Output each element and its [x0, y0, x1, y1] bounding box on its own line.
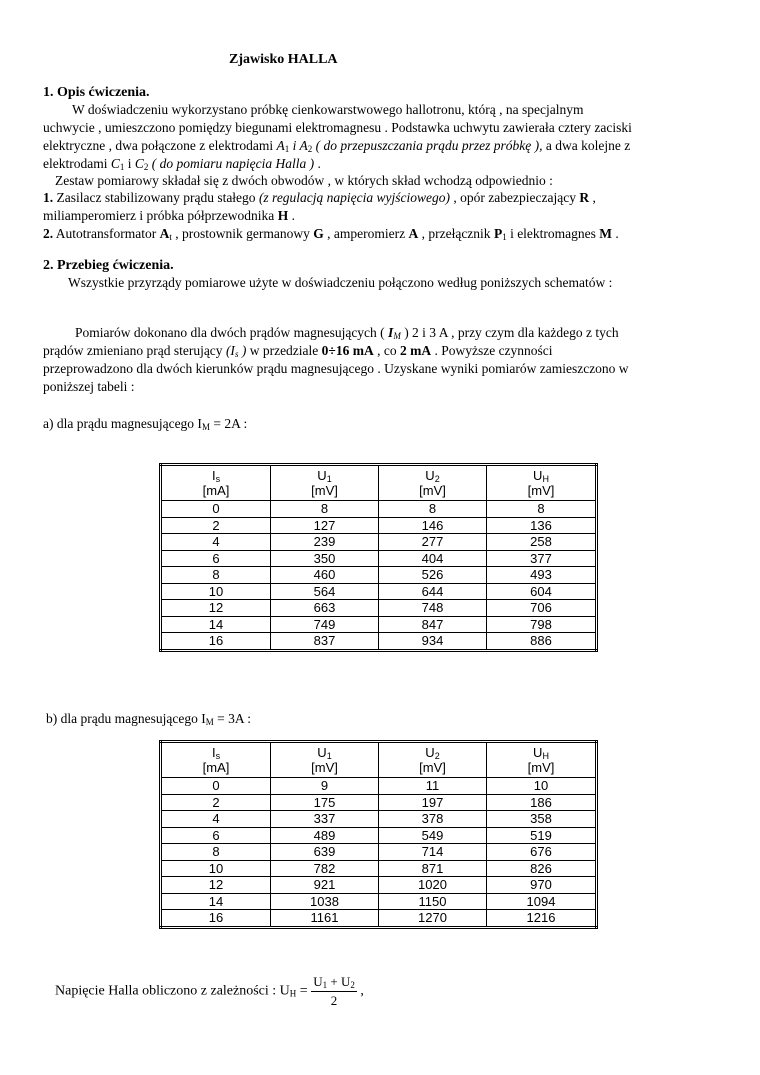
table-cell: 12	[161, 600, 271, 617]
table-cell: 136	[487, 517, 597, 534]
tableA-body	[161, 501, 597, 651]
section2-paragraph2-line4: poniższej tabeli :	[43, 379, 135, 394]
table-row	[161, 567, 597, 584]
tableB	[159, 740, 598, 929]
table-cell: 886	[487, 633, 597, 651]
table-cell: 748	[379, 600, 487, 617]
formula-fraction: $\frac{U_1 + U_2}{2}$	[313, 974, 355, 1008]
table-cell: 16	[161, 910, 271, 928]
table-cell: 798	[487, 616, 597, 633]
column-header: $I_s$ [mA]	[161, 742, 271, 778]
table-cell: 1270	[379, 910, 487, 928]
section1-paragraph1-line3: elektryczne , dwa połączone z elektrodami $A_1$ i $A_2$ ( do przepuszczania prądu przez próbkę ), a dwa kolejne z	[43, 138, 631, 154]
section2-paragraph2-line2: prądów zmieniano prąd sterujący ($I_s$ ) w przedziale 0÷16 mA , co 2 mA . Powyższe czynności	[43, 343, 553, 359]
table-cell: 127	[271, 517, 379, 534]
table-row	[161, 501, 597, 518]
table-header-row	[161, 742, 597, 778]
table-cell: 1216	[487, 910, 597, 928]
table-cell: 11	[379, 778, 487, 795]
table-cell: 1094	[487, 893, 597, 910]
table-cell: 258	[487, 534, 597, 551]
hall-voltage-formula: Napięcie Halla obliczono z zależności : $U_H$ = $\frac{U_1 + U_2}{2}$ ,	[55, 974, 364, 1008]
section2-paragraph2-line1: Pomiarów dokonano dla dwóch prądów magnesujących ( $I_M$ ) 2 i 3 A , przy czym dla każdego z tych	[75, 325, 619, 341]
table-cell: 1020	[379, 877, 487, 894]
table-cell: 837	[271, 633, 379, 651]
table-cell: 377	[487, 550, 597, 567]
table-cell: 9	[271, 778, 379, 795]
table-cell: 337	[271, 811, 379, 828]
table-cell: 644	[379, 583, 487, 600]
table-cell: 0	[161, 501, 271, 518]
table-cell: 663	[271, 600, 379, 617]
table-cell: 10	[161, 860, 271, 877]
section2-paragraph2-line3: przeprowadzono dla dwóch kierunków prądu magnesującego . Uzyskane wyniki pomiarów zamieszczono w	[43, 361, 629, 376]
table-cell: 1038	[271, 893, 379, 910]
table-cell: 2	[161, 517, 271, 534]
section1-paragraph1-line2: uchwycie , umieszczono pomiędzy biegunami elektromagnesu . Podstawka uchwytu zawierała cztery zaciski	[43, 120, 632, 135]
table-row	[161, 811, 597, 828]
table-row	[161, 633, 597, 651]
table-cell: 847	[379, 616, 487, 633]
table-cell: 970	[487, 877, 597, 894]
section1-paragraph2-line1: Zestaw pomiarowy składał się z dwóch obwodów , w których skład wchodzą odpowiednio :	[55, 173, 553, 188]
table-cell: 404	[379, 550, 487, 567]
section1-paragraph1-line4: elektrodami $C_1$ i $C_2$ ( do pomiaru napięcia Halla ) .	[43, 156, 321, 172]
table-row	[161, 517, 597, 534]
tableA	[159, 463, 598, 652]
table-row	[161, 844, 597, 861]
table-cell: 1150	[379, 893, 487, 910]
table-cell: 826	[487, 860, 597, 877]
table-cell: 16	[161, 633, 271, 651]
table-cell: 175	[271, 794, 379, 811]
column-header: $U_1$ [mV]	[271, 742, 379, 778]
table-cell: 4	[161, 811, 271, 828]
table-cell: 12	[161, 877, 271, 894]
table-cell: 14	[161, 616, 271, 633]
column-header: $I_s$ [mA]	[161, 465, 271, 501]
table-row	[161, 583, 597, 600]
table-cell: 8	[379, 501, 487, 518]
table-cell: 350	[271, 550, 379, 567]
table-cell: 10	[161, 583, 271, 600]
column-header: $U_H$ [mV]	[487, 465, 597, 501]
table-cell: 782	[271, 860, 379, 877]
tableA-caption: a) dla prądu magnesującego $I_M = 2A$ :	[43, 416, 248, 432]
table-cell: 0	[161, 778, 271, 795]
table-cell: 489	[271, 827, 379, 844]
table-cell: 239	[271, 534, 379, 551]
table-cell: 871	[379, 860, 487, 877]
table-cell: 921	[271, 877, 379, 894]
table-row	[161, 550, 597, 567]
table-cell: 4	[161, 534, 271, 551]
table-cell: 519	[487, 827, 597, 844]
table-cell: 14	[161, 893, 271, 910]
column-header: $U_H$ [mV]	[487, 742, 597, 778]
table-row	[161, 860, 597, 877]
table-cell: 186	[487, 794, 597, 811]
table-cell: 1161	[271, 910, 379, 928]
table-cell: 714	[379, 844, 487, 861]
table-cell: 460	[271, 567, 379, 584]
column-header: $U_2$ [mV]	[379, 465, 487, 501]
table-cell: 6	[161, 550, 271, 567]
table-cell: 564	[271, 583, 379, 600]
table-row	[161, 778, 597, 795]
column-header: $U_1$ [mV]	[271, 465, 379, 501]
tableB-caption: b) dla prądu magnesującego $I_M = 3A$ :	[46, 711, 251, 727]
table-cell: 358	[487, 811, 597, 828]
table-cell: 549	[379, 827, 487, 844]
table-cell: 6	[161, 827, 271, 844]
section1-paragraph2-line3: miliamperomierz i próbka półprzewodnika H .	[43, 208, 295, 223]
table-row	[161, 877, 597, 894]
tableB-body	[161, 778, 597, 928]
column-header: $U_2$ [mV]	[379, 742, 487, 778]
section1-paragraph1-line1: W doświadczeniu wykorzystano próbkę cienkowarstwowego hallotronu, którą , na specjalnym	[72, 102, 584, 117]
table-cell: 8	[161, 567, 271, 584]
table-row	[161, 893, 597, 910]
table-cell: 277	[379, 534, 487, 551]
section2-heading: 2. Przebieg ćwiczenia.	[43, 258, 174, 273]
table-cell: 493	[487, 567, 597, 584]
table-cell: 2	[161, 794, 271, 811]
table-row	[161, 534, 597, 551]
table-cell: 706	[487, 600, 597, 617]
section1-heading: 1. Opis ćwiczenia.	[43, 85, 150, 100]
table-cell: 526	[379, 567, 487, 584]
table-cell: 378	[379, 811, 487, 828]
table-row	[161, 794, 597, 811]
table-row	[161, 616, 597, 633]
table-row	[161, 827, 597, 844]
table-cell: 8	[487, 501, 597, 518]
table-cell: 8	[161, 844, 271, 861]
table-cell: 197	[379, 794, 487, 811]
table-header-row	[161, 465, 597, 501]
table-row	[161, 910, 597, 928]
section1-paragraph2-line4: 2. Autotransformator $A_t$ , prostownik germanowy G , amperomierz A , przełącznik $P_1$ i elektromagnes M .	[43, 226, 619, 242]
section2-paragraph1: Wszystkie przyrządy pomiarowe użyte w doświadczeniu połączono według poniższych schematów :	[68, 275, 613, 290]
table-row	[161, 600, 597, 617]
table-cell: 10	[487, 778, 597, 795]
table-cell: 639	[271, 844, 379, 861]
section1-paragraph2-line2: 1. Zasilacz stabilizowany prądu stałego (z regulacją napięcia wyjściowego) , opór zabezpieczający R ,	[43, 190, 596, 205]
page-title: Zjawisko HALLA	[229, 52, 338, 67]
table-cell: 934	[379, 633, 487, 651]
table-cell: 8	[271, 501, 379, 518]
table-cell: 146	[379, 517, 487, 534]
table-cell: 676	[487, 844, 597, 861]
table-cell: 604	[487, 583, 597, 600]
table-cell: 749	[271, 616, 379, 633]
